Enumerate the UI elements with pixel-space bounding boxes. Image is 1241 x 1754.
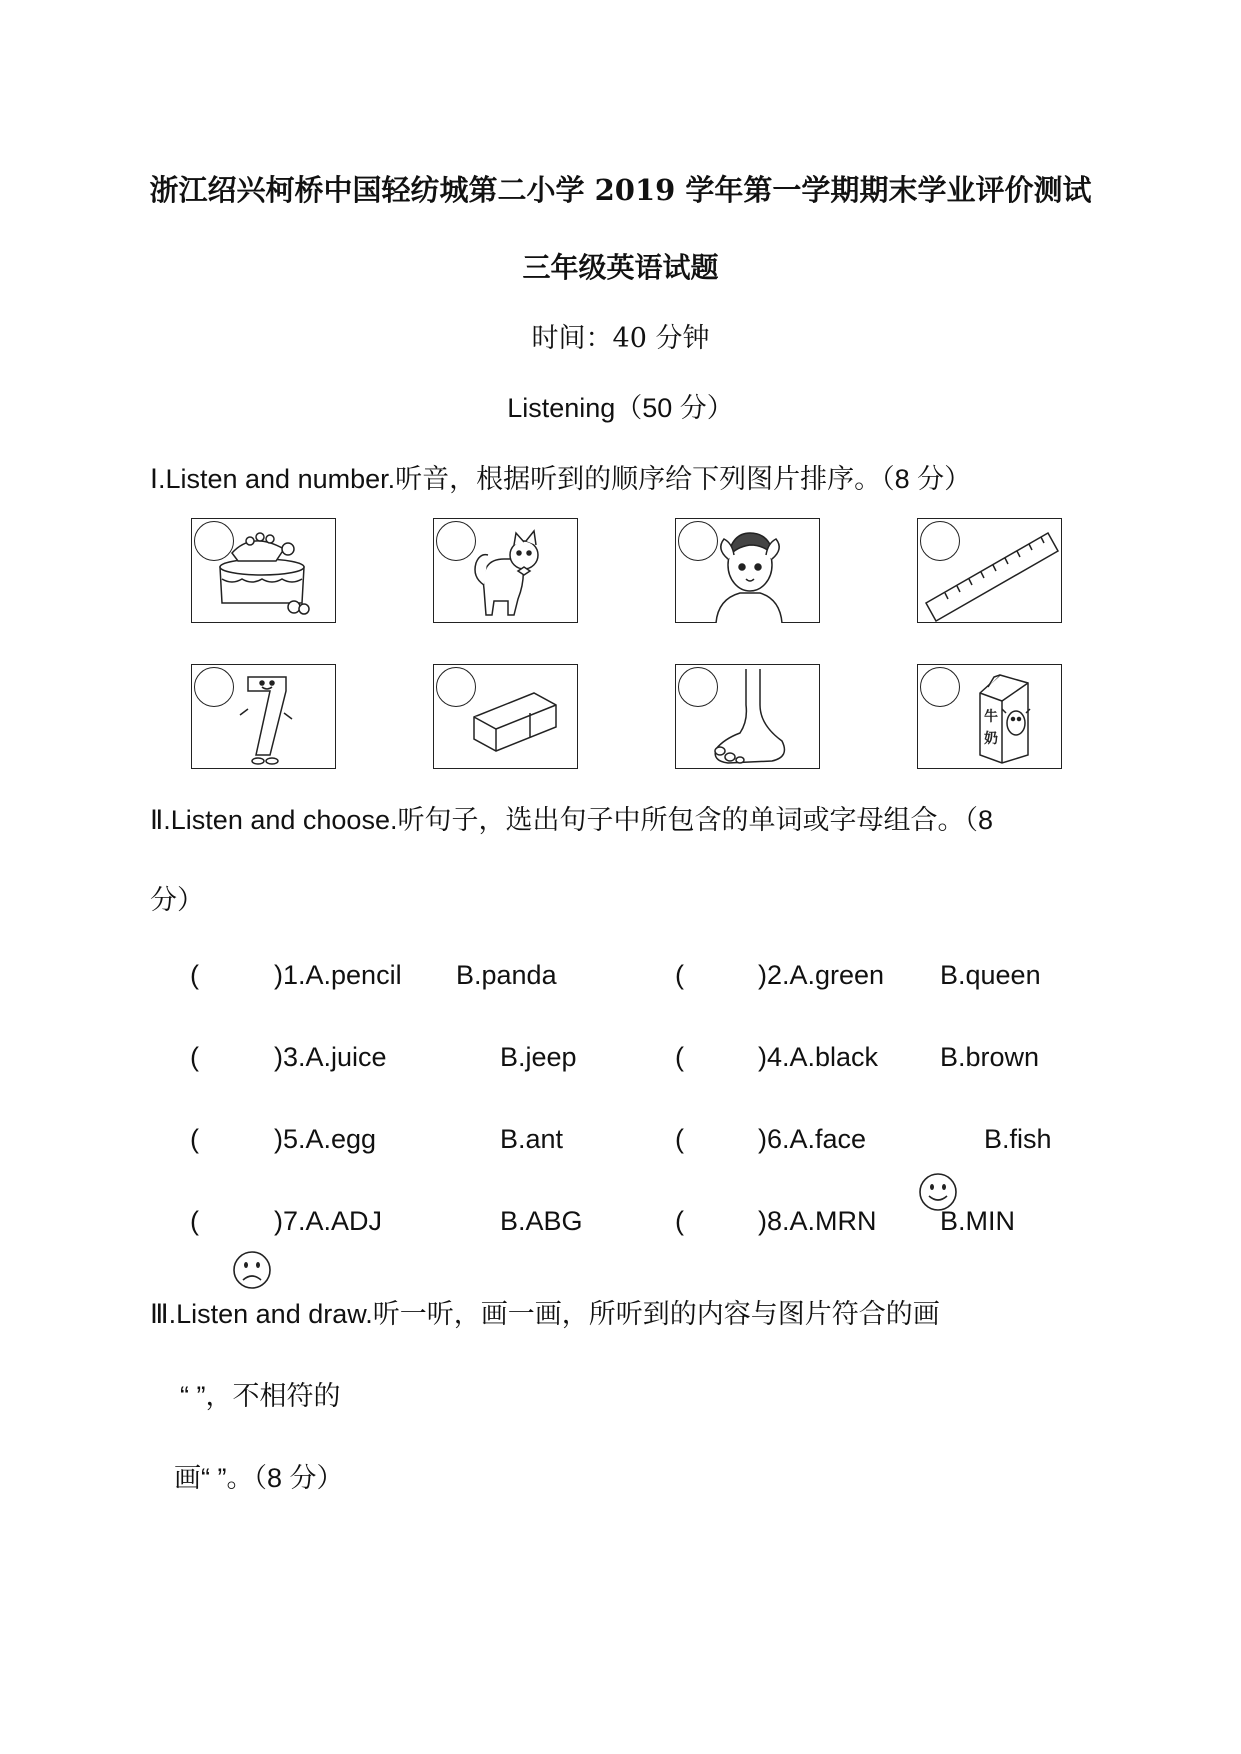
picture-foot [675,664,820,769]
question-5-option-a: )5.A.egg [274,1124,377,1154]
answer-paren[interactable]: ( [675,1042,684,1072]
question-4-option-b: B.brown [940,1042,1040,1072]
frowning-face-icon [232,1250,272,1290]
picture-cat [433,518,578,623]
question-4-option-a: )4.A.black [758,1042,879,1072]
number-circle[interactable] [920,667,960,707]
question-7-option-b: B.ABG [500,1206,583,1236]
svg-text:牛: 牛 [984,709,998,725]
answer-paren[interactable]: ( [190,1206,199,1236]
answer-paren[interactable]: ( [675,1206,684,1236]
answer-paren[interactable]: ( [675,960,684,990]
question-3-option-b: B.jeep [500,1042,577,1072]
answer-paren[interactable]: ( [675,1124,684,1154]
picture-seven [191,664,336,769]
number-circle[interactable] [678,521,718,561]
smiley-face-icon [918,1172,958,1212]
question-7-option-a: )7.A.ADJ [274,1206,383,1236]
question-3-option-a: )3.A.juice [274,1042,387,1072]
answer-paren[interactable]: ( [190,960,199,990]
page-title: 浙江绍兴柯桥中国轻纺城第二小学 2019 学年第一学期期末学业评价测试 [149,173,1092,207]
section2-heading-cont: 分） [150,885,204,915]
question-6-option-a: )6.A.face [758,1124,867,1154]
picture-ruler [917,518,1062,623]
picture-girl [675,518,820,623]
answer-paren[interactable]: ( [190,1124,199,1154]
section1-heading: Ⅰ.Listen and number.听音，根据听到的顺序给下列图片排序。（8 分） [150,464,972,494]
number-circle[interactable] [194,667,234,707]
question-2-option-b: B.queen [940,960,1041,990]
part-heading: Listening（50 分） [507,393,734,423]
picture-eraser [433,664,578,769]
picture-cake [191,518,336,623]
number-circle[interactable] [920,521,960,561]
section2-heading: Ⅱ.Listen and choose.听句子，选出句子中所包含的单词或字母组合。（8 [150,805,993,835]
time-limit: 时间：40 分钟 [531,323,710,354]
question-2-option-a: )2.A.green [758,960,885,990]
question-5-option-b: B.ant [500,1124,564,1154]
page-subtitle: 三年级英语试题 [522,251,719,284]
number-circle[interactable] [678,667,718,707]
answer-paren[interactable]: ( [190,1042,199,1072]
section3-heading: Ⅲ.Listen and draw.听一听，画一画，所听到的内容与图片符合的画 [150,1299,940,1329]
number-circle[interactable] [194,521,234,561]
number-circle[interactable] [436,521,476,561]
number-circle[interactable] [436,667,476,707]
question-8-option-b: B.MIN [940,1206,1016,1236]
question-8-option-a: )8.A.MRN [758,1206,877,1236]
section3-heading-line2: “ ”，不相符的 [180,1381,341,1411]
section3-heading-line3: 画“ ”。（8 分） [174,1463,344,1493]
question-6-option-b: B.fish [984,1124,1052,1154]
svg-text:奶: 奶 [984,731,998,747]
question-1-option-a: )1.A.pencil [274,960,402,990]
question-1-option-b: B.panda [456,960,557,990]
picture-milk [917,664,1062,769]
